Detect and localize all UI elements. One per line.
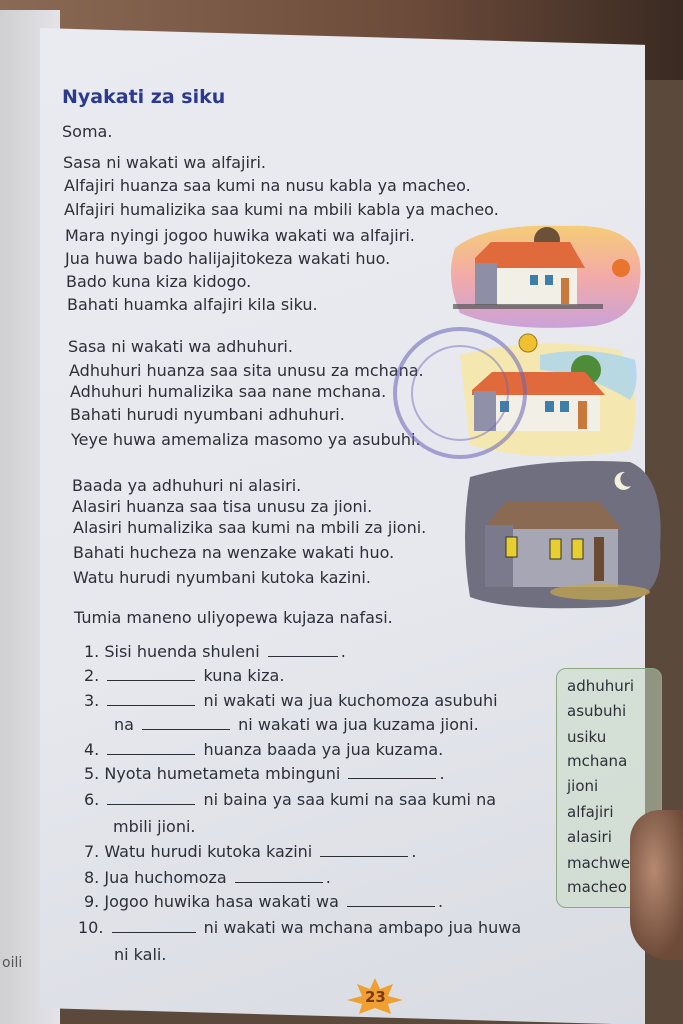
paragraph-line: Adhuhuri humalizika saa nane mchana. — [70, 382, 387, 401]
item-number: 6. — [84, 790, 100, 809]
answer-blank[interactable] — [112, 931, 196, 933]
answer-blank[interactable] — [347, 905, 435, 907]
evening-house-illustration — [460, 457, 665, 612]
item-text: ni baina ya saa kumi na saa kumi na — [203, 790, 497, 809]
exercise-item-5 — [84, 764, 445, 783]
page-title: Nyakati za siku — [62, 86, 226, 108]
item-text: . — [438, 892, 444, 911]
item-text: . — [439, 764, 445, 783]
item-number: 10. — [78, 918, 104, 937]
paragraph-line: Alasiri humalizika saa kumi na mbili za jioni. — [73, 518, 427, 537]
item-text: kuna kiza. — [203, 666, 285, 685]
word-bank-item: adhuhuri — [567, 677, 635, 695]
paragraph-line: Bahati hucheza na wenzake wakati huo. — [73, 543, 395, 562]
item-number: 1. — [84, 642, 100, 661]
paragraph-line: Alfajiri huanza saa kumi na nusu kabla ya macheo. — [64, 176, 471, 195]
item-text: Sisi huenda shuleni — [104, 642, 260, 661]
read-instruction: Soma. — [62, 122, 113, 141]
item-text: ni wakati wa jua kuzama jioni. — [238, 715, 479, 734]
word-bank-item: asubuhi — [567, 702, 627, 720]
paragraph-line: Sasa ni wakati wa alfajiri. — [63, 153, 267, 172]
answer-blank[interactable] — [107, 679, 195, 681]
word-bank-item: mchana — [567, 752, 628, 770]
exercise-item-6 — [84, 790, 496, 809]
word-bank-item: alasiri — [567, 828, 612, 846]
exercise-item-2 — [84, 666, 284, 685]
item-text: ni wakati wa jua kuchomoza asubuhi — [203, 691, 498, 710]
exercise-item-6-continued: mbili jioni. — [113, 817, 196, 836]
paragraph-line: Sasa ni wakati wa adhuhuri. — [68, 337, 293, 356]
paragraph-line: Adhuhuri huanza saa sita unusu za mchana. — [69, 361, 424, 380]
item-text: Watu hurudi kutoka kazini — [104, 842, 313, 861]
answer-blank[interactable] — [268, 655, 338, 657]
paragraph-line: Alasiri huanza saa tisa unusu za jioni. — [72, 497, 373, 516]
item-text: . — [340, 642, 346, 661]
paragraph-line: Yeye huwa amemaliza masomo ya asubuhi. — [71, 430, 421, 449]
answer-blank[interactable] — [348, 777, 436, 779]
word-bank-item: alfajiri — [567, 803, 614, 821]
exercise-item-3-continued — [114, 715, 479, 734]
word-bank-item: macheo — [567, 878, 627, 896]
item-text: Jua huchomoza — [104, 868, 227, 887]
paragraph-line: Alfajiri humalizika saa kumi na mbili kabla ya macheo. — [64, 200, 499, 219]
answer-blank[interactable] — [320, 855, 408, 857]
paragraph-line: Mara nyingi jogoo huwika wakati wa alfajiri. — [65, 226, 415, 245]
paragraph-line: Watu hurudi nyumbani kutoka kazini. — [73, 568, 371, 587]
word-bank-item: machwe — [567, 854, 631, 872]
word-bank-item: usiku — [567, 728, 607, 746]
exercise-item-3 — [84, 691, 498, 710]
noon-house-illustration — [390, 315, 645, 465]
exercise-item-7 — [84, 842, 416, 861]
thumb — [630, 810, 683, 960]
item-text: huanza baada ya jua kuzama. — [203, 740, 444, 759]
exercise-item-9 — [84, 892, 443, 911]
item-text: Nyota humetameta mbinguni — [104, 764, 341, 783]
item-number: 2. — [84, 666, 100, 685]
paragraph-line: Bado kuna kiza kidogo. — [66, 272, 252, 291]
answer-blank[interactable] — [142, 728, 230, 730]
item-text: ni wakati wa mchana ambapo jua huwa — [203, 918, 522, 937]
answer-blank[interactable] — [107, 704, 195, 706]
item-text: na — [114, 715, 134, 734]
paragraph-line: Jua huwa bado halijajitokeza wakati huo. — [65, 249, 391, 268]
item-number: 9. — [84, 892, 100, 911]
exercise-item-4 — [84, 740, 443, 759]
exercise-item-8 — [84, 868, 331, 887]
word-bank-item: jioni — [567, 777, 599, 795]
answer-blank[interactable] — [107, 803, 195, 805]
item-number: 8. — [84, 868, 100, 887]
exercise-item-10-continued: ni kali. — [114, 945, 167, 964]
item-text: Jogoo huwika hasa wakati wa — [104, 892, 339, 911]
exercise-instruction: Tumia maneno uliyopewa kujaza nafasi. — [74, 608, 393, 627]
answer-blank[interactable] — [107, 753, 195, 755]
item-text: . — [411, 842, 417, 861]
exercise-item-10 — [78, 918, 521, 937]
paragraph-line: Bahati hurudi nyumbani adhuhuri. — [70, 405, 345, 424]
paragraph-line: Bahati huamka alfajiri kila siku. — [67, 295, 318, 314]
paragraph-line: Baada ya adhuhuri ni alasiri. — [72, 476, 302, 495]
item-number: 3. — [84, 691, 100, 710]
left-page-text: oili — [2, 955, 23, 971]
exercise-item-1 — [84, 642, 346, 661]
answer-blank[interactable] — [235, 881, 323, 883]
item-text: . — [325, 868, 331, 887]
item-number: 7. — [84, 842, 100, 861]
page-number: 23 — [365, 988, 386, 1006]
item-number: 4. — [84, 740, 100, 759]
item-number: 5. — [84, 764, 100, 783]
